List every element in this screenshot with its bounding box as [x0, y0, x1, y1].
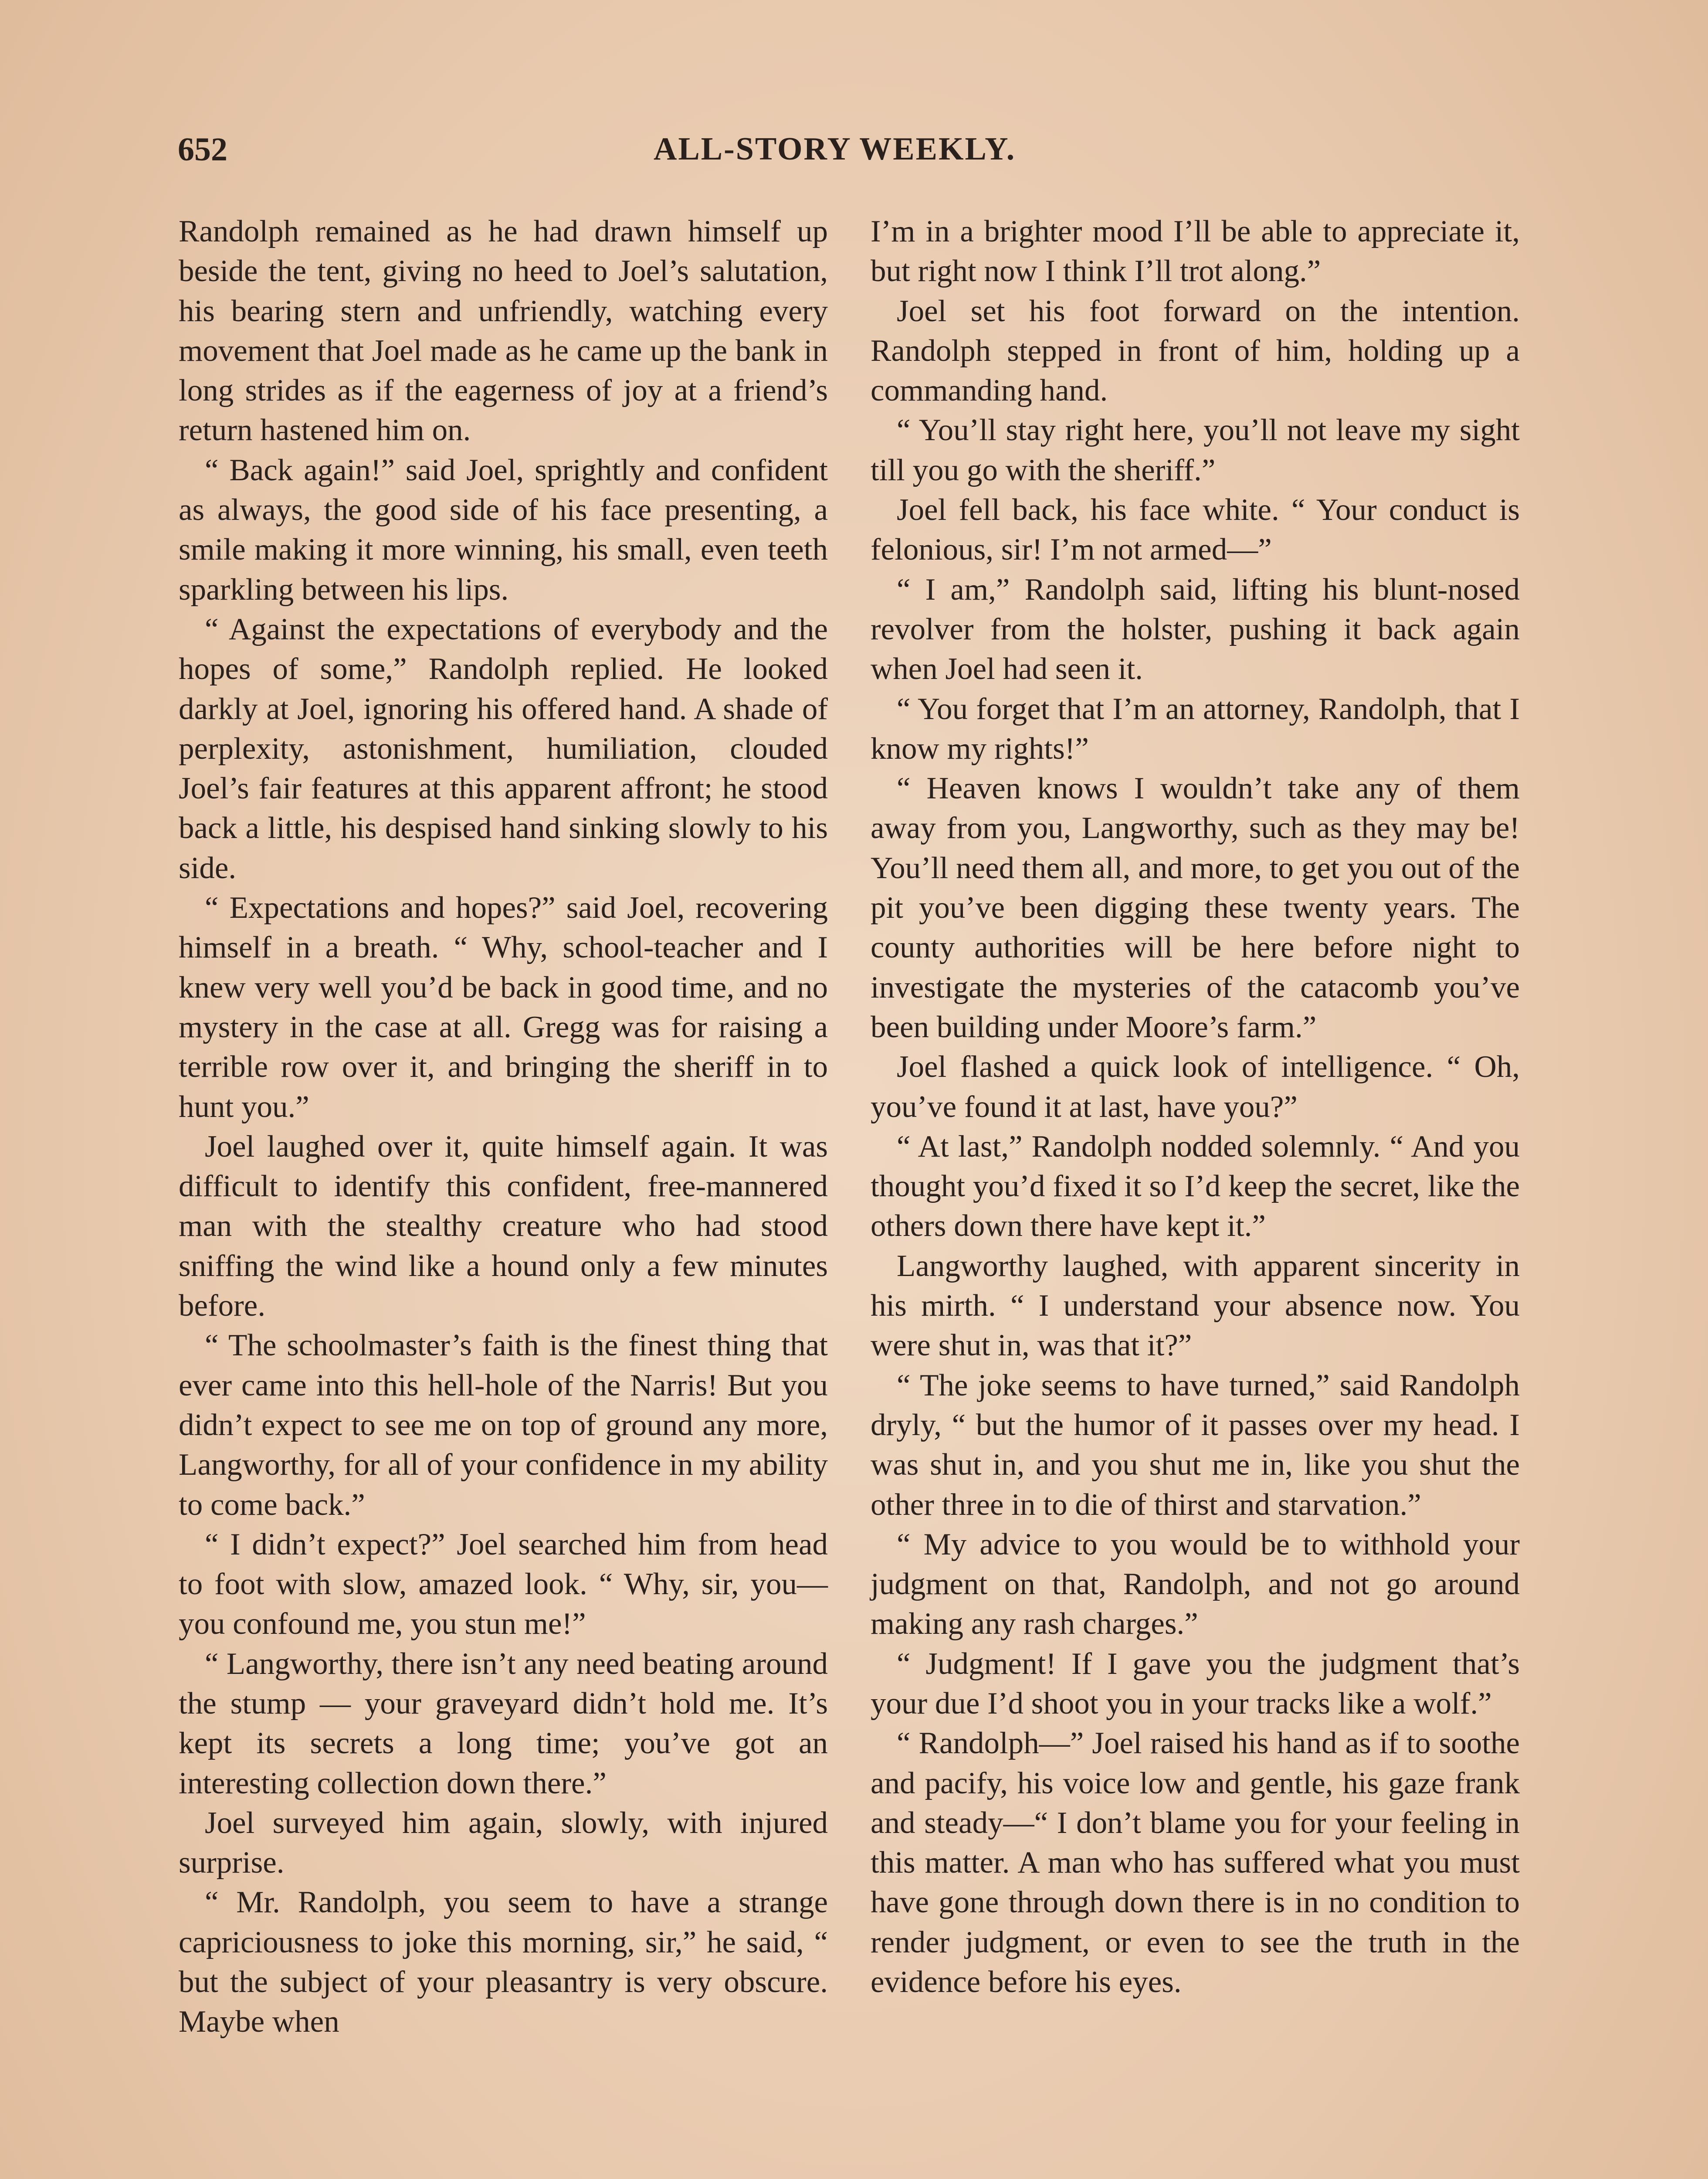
paragraph: Joel set his foot forward on the intention. Randolph stepped in front of him, holding up a commanding hand.	[871, 294, 1520, 408]
paragraph: “ I didn’t expect?” Joel searched him from head to foot with slow, amazed look. “ Why, sir, you—you confound me, you stun me!”	[179, 1527, 828, 1641]
paragraph: “ My advice to you would be to withhold your judgment on that, Randolph, and not go around making any rash charges.”	[871, 1527, 1520, 1641]
paragraph: “ Randolph—” Joel raised his hand as if to soothe and pacify, his voice low and gentle, his gaze frank and steady—“ I don’t blame you for your feeling in this matter. A man who has suffered what you must have gone through down there is in no condition to render judgment, or even to see the truth in the evidence before his eyes.	[871, 1726, 1520, 1999]
paragraph: Joel flashed a quick look of intelligence. “ Oh, you’ve found it at last, have you?”	[871, 1050, 1520, 1124]
paragraph: “ The schoolmaster’s faith is the finest thing that ever came into this hell-hole of the Narris! But you didn’t expect to see me on top of ground any more, Langworthy, for all of your confidence in my ability to come back.”	[179, 1328, 828, 1522]
paragraph: “ At last,” Randolph nodded solemnly. “ And you thought you’d fixed it so I’d keep the secret, like the others down there have kept it.”	[871, 1129, 1520, 1243]
paragraph: “ The joke seems to have turned,” said Randolph dryly, “ but the humor of it passes over my head. I was shut in, and you shut me in, like you shut the other three in to die of thirst and starvation.”	[871, 1368, 1520, 1522]
right-column	[871, 212, 1520, 2002]
page-number: 652	[178, 131, 227, 168]
paragraph: “ Against the expectations of everybody and the hopes of some,” Randolph replied. He looked darkly at Joel, ignoring his offered hand. A shade of perplexity, astonishment, humiliation, clouded Joel’s fair features at this apparent affront; he stood back a little, his despised hand sinking slowly to his side.	[179, 612, 828, 885]
paragraph: “ Expectations and hopes?” said Joel, recovering himself in a breath. “ Why, school-teacher and I knew very well you’d be back in good time, and no mystery in the case at all. Gregg was for raising a terrible row over it, and bringing the sheriff in to hunt you.”	[179, 891, 828, 1124]
paragraph: Randolph remained as he had drawn himself up beside the tent, giving no heed to Joel’s salutation, his bearing stern and unfriendly, watching every movement that Joel made as he came up the bank in long strides as if the eagerness of joy at a friend’s return hastened him on.	[179, 214, 828, 448]
paragraph: “ Langworthy, there isn’t any need beating around the stump — your graveyard didn’t hold me. It’s kept its secrets a long time; you’ve got an interesting collection down there.”	[179, 1646, 828, 1800]
paragraph: “ I am,” Randolph said, lifting his blunt-nosed revolver from the holster, pushing it back again when Joel had seen it.	[871, 572, 1520, 686]
paragraph: “ You’ll stay right here, you’ll not leave my sight till you go with the sheriff.”	[871, 413, 1520, 487]
paragraph: “ Back again!” said Joel, sprightly and confident as always, the good side of his face presenting, a smile making it more winning, his small, even teeth sparkling between his lips.	[179, 453, 828, 607]
paragraph: Joel surveyed him again, slowly, with injured surprise.	[179, 1806, 828, 1880]
magazine-title: ALL-STORY WEEKLY.	[654, 131, 1016, 167]
paragraph: “ Judgment! If I gave you the judgment that’s your due I’d shoot you in your tracks like a wolf.”	[871, 1646, 1520, 1721]
paragraph: Joel fell back, his face white. “ Your conduct is felonious, sir! I’m not armed—”	[871, 493, 1520, 567]
left-column	[179, 212, 828, 2042]
paragraph: “ You forget that I’m an attorney, Randolph, that I know my rights!”	[871, 692, 1520, 766]
paragraph: “ Mr. Randolph, you seem to have a strange capriciousness to joke this morning, sir,” he said, “ but the subject of your pleasantry is very obscure. Maybe when	[179, 1885, 828, 2039]
paragraph: “ Heaven knows I wouldn’t take any of them away from you, Langworthy, such as they may be! You’ll need them all, and more, to get you out of the pit you’ve been digging these twenty years. The county authorities will be here before night to investigate the mysteries of the catacomb you’ve been building under Moore’s farm.”	[871, 771, 1520, 1044]
paragraph: Langworthy laughed, with apparent sincerity in his mirth. “ I understand your absence now. You were shut in, was that it?”	[871, 1249, 1520, 1363]
paragraph: I’m in a brighter mood I’ll be able to appreciate it, but right now I think I’ll trot along.”	[871, 214, 1520, 288]
paragraph: Joel laughed over it, quite himself again. It was difficult to identify this confident, free-mannered man with the stealthy creature who had stood sniffing the wind like a hound only a few minutes before.	[179, 1129, 828, 1323]
